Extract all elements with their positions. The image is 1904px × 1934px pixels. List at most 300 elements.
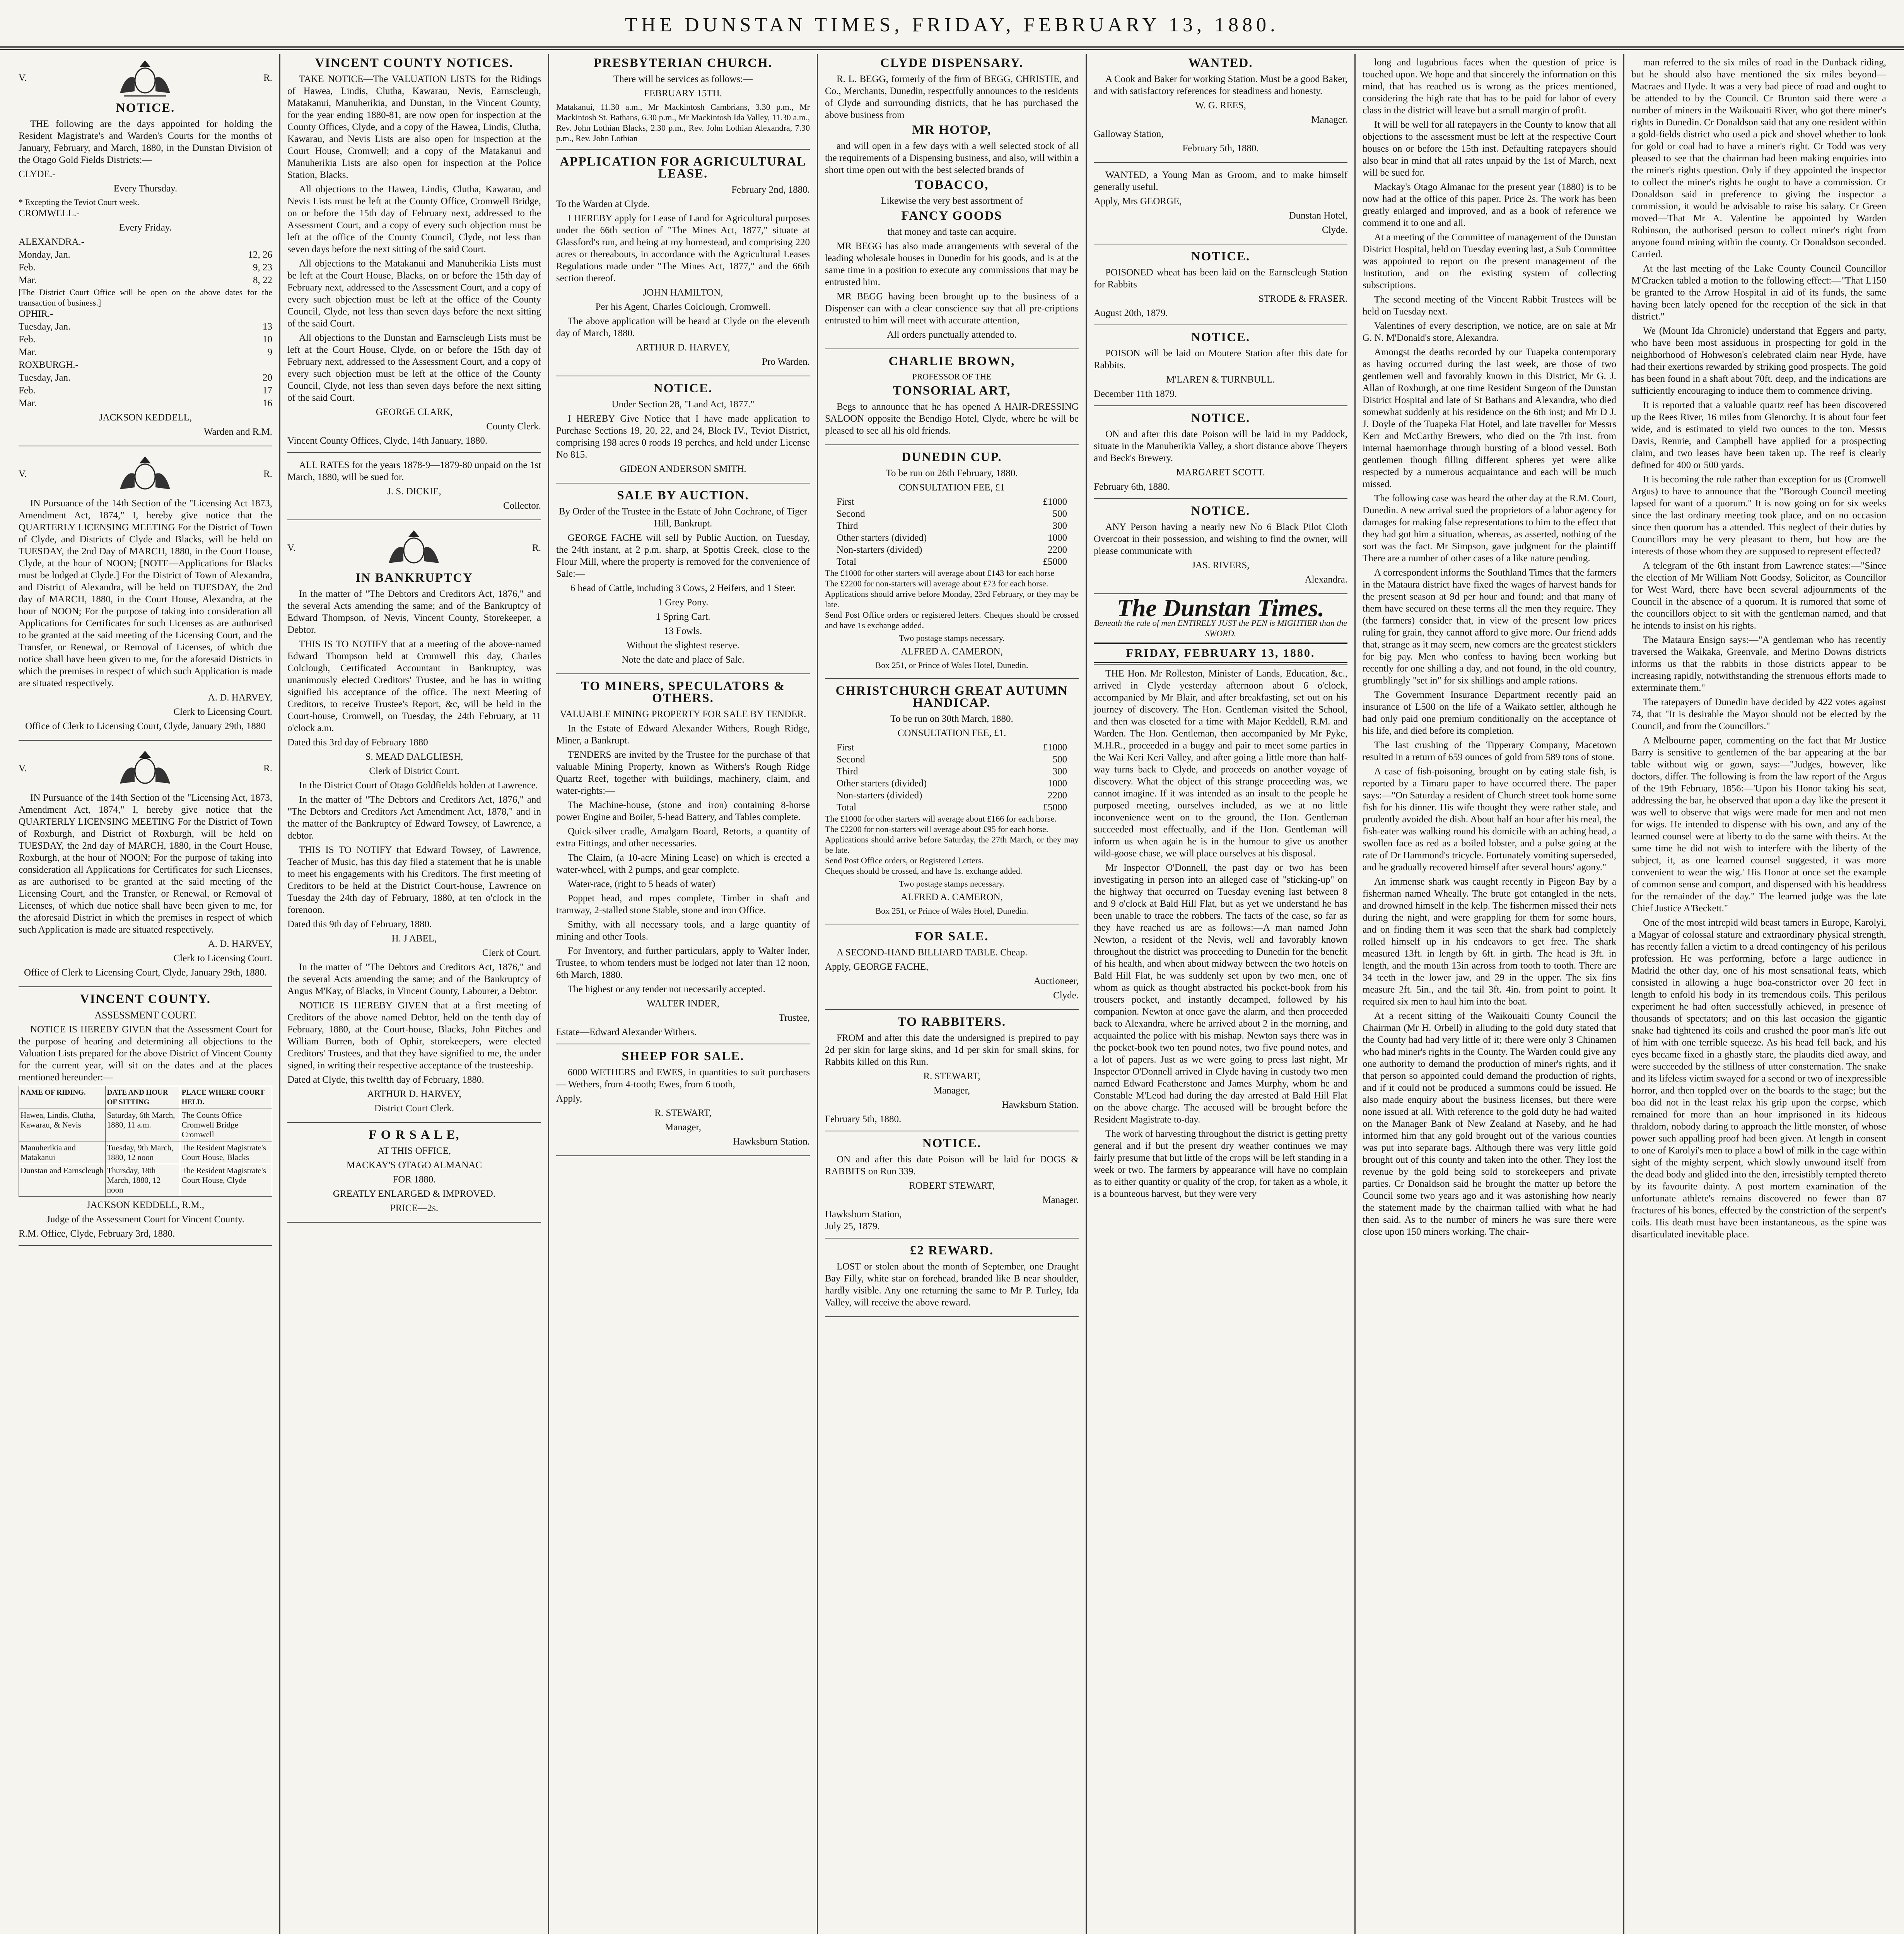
prize-row: Third 300 — [837, 766, 1067, 777]
royal-coat-of-arms-icon — [112, 56, 178, 99]
sale-by-auction — [556, 490, 810, 674]
article-paragraph: At a meeting of the Committee of management of the Dunstan District Hospital, held on Tuesday evening last, a Sub Committee was appointed to report on the present management of the Institution, and on the existing system of collecting subscriptions. — [1363, 232, 1616, 290]
notice-place: Vincent County Offices, Clyde, 14th January, 1880. — [287, 436, 488, 446]
prize-row: Third 300 — [837, 521, 1067, 531]
notice-body: I HEREBY Give Notice that I have made application to Purchase Sections 19, 20, 22, and 24, Block IV., Teviot District, comprising 198 acres 0 roods 19 perches, and held under License No 815. — [556, 413, 810, 460]
crest-left-letter: V. — [19, 763, 27, 774]
crest-row — [19, 56, 272, 99]
article-paragraph: A case of fish-poisoning, brought on by eating stale fish, is reported by a Timaru paper to have occurred there. The paper says:—"On Saturday a resident of Church street took home some fish for his dinner. His wife thought they were rather stale, and prudently avoided the dish. About half an hour after his meal, the fish-eater was walking round his domicile with an aching head, a swollen face as red as a boiled lobster, and a pulse going at the rate of Dr Hammond's tricycle. Fortunately vomiting superseded, and he gradually recovered himself after several hours' agony." — [1363, 766, 1616, 873]
signer-title: Manager, — [933, 1085, 970, 1096]
notice-intro: There will be services as follows:— — [613, 74, 753, 84]
table-cell: Saturday, 6th March, 1880, 11 a.m. — [105, 1109, 180, 1141]
table-cell: Dunstan and Earnscleugh — [19, 1164, 106, 1197]
court-date-row: Monday, Jan. 12, 26 — [19, 249, 272, 260]
signer-title: Clerk of District Court. — [369, 766, 459, 776]
signer: R. STEWART, — [654, 1108, 712, 1118]
prize-row: First £1000 — [837, 497, 1067, 507]
ophir-label: OPHIR.- — [19, 309, 53, 319]
notice-date: Dated at Clyde, this twelfth day of February, 1880. — [287, 1075, 484, 1085]
signer-title: District Court Clerk. — [374, 1103, 454, 1114]
article-paragraph: The ratepayers of Dunedin have decided by 422 votes against 74, that "It is desirable the Mayor should not be elected by the Council, and from the Councillors." — [1631, 697, 1886, 731]
agricultural-lease — [556, 156, 810, 376]
notice-paragraph: NOTICE IS HEREBY GIVEN that at a first meeting of Creditors of the above named Debtor, held on the tenth day of February, 1880, at the Court-house, Blacks, John Pitches and William Burren, both of Ophir, storekeepers, were elected Creditors' Trustees, and that they have signified to me, the under signed, in writing their respective acceptance of the trusteeship. — [287, 1000, 541, 1071]
notice-body: R. L. BEGG, formerly of the firm of BEGG, CHRISTIE, and Co., Merchants, Dunedin, respectfully announces to the residents of Clyde and surrounding districts, that he has purchased the above business from — [825, 74, 1079, 120]
notice-heading: IN BANKRUPTCY — [355, 571, 473, 585]
notice-body: ON and after this date Poison will be laid in my Paddock, situate in the Manuherikia Valley, a short distance above Theyers and Beck's Brewery. — [1094, 429, 1347, 463]
notice-place: Dunstan Hotel, — [1289, 210, 1347, 221]
table-cell: Tuesday, 9th March, 1880, 12 noon — [105, 1141, 180, 1164]
notice-name: MR HOTOP, — [912, 123, 992, 137]
notice-heading: VINCENT COUNTY NOTICES. — [315, 56, 514, 70]
table-row — [19, 1164, 272, 1197]
article-paragraph: We (Mount Ida Chronicle) understand that Eggers and party, who have been most assiduous in prospecting for gold in the neighborhood of Hohweson's celebrated claim near Hyde, have had their exertions rewarded by striking good prospects. The gold has been found in a shaft about 70ft. deep, and the indications are sufficiently encouraging to induce them to commence driving. — [1631, 326, 1886, 396]
court-date-row: Feb. 10 — [19, 334, 272, 345]
notice-place: Clyde. — [1322, 225, 1347, 235]
presbyterian-church — [556, 57, 810, 150]
notice-paragraph: MR BEGG has also made arrangements with several of the leading wholesale houses in Dunedin for his goods, and is at the same time in a position to execute any commissions that may be entrusted him. — [825, 241, 1079, 287]
signer: S. MEAD DALGLIESH, — [365, 752, 463, 762]
list-item: 1 Grey Pony. — [657, 597, 709, 608]
notice-body: NOTICE IS HEREBY GIVEN that the Assessment Court for the purpose of hearing and determining all objections to the Valuation Lists prepared for the above District of Vincent County for the current year, will sit on the dates and at the places mentioned hereunder:— — [19, 1024, 272, 1083]
notice-body: A Cook and Baker for working Station. Must be a good Baker, and with satisfactory references for steadiness and honesty. — [1094, 74, 1347, 96]
column-3 — [549, 54, 818, 1934]
court-date-row: Feb. 17 — [19, 385, 272, 396]
article-paragraph: man referred to the six miles of road in the Dunback riding, but he should also have mentioned the six miles beyond—Macraes and Hyde. It was a very bad piece of road and ought to be attended to by the Council. Cr Brunton said there were a number of miners in the Waikouaiti River, who got there miner's rights in Dunedin. Cr Donaldson said that any one resident within a gold-fields district who used a pick and shovel whether to look for gold or coal had to have a miner's right. Cr Todd was very pleased to see that the chairman had been making enquiries into the miner's rights question. Only if they appointed the inspector to collect the miner's rights he ought to have a commission. Cr Donaldson said in preference to giving the inspector a commission, it would be advisable to raise his salary. Cr Green moved—That Mr A. Valentine be appointed by Warden Robinson, the authorised person to collect miner's right from anyone found mining within the county. Cr Donaldson seconded. Carried. — [1631, 57, 1886, 260]
newspaper-motto: Beneath the rule of men ENTIRELY JUST the PEN is MIGHTIER than the SWORD. — [1094, 618, 1347, 638]
table-cell: Thursday, 18th March, 1880, 12 noon — [105, 1164, 180, 1197]
list-item: Poppet head, and ropes complete, Timber in shaft and tramway, 2-stalled stone Stable, stone and iron Office. — [556, 893, 810, 916]
column-4 — [818, 54, 1087, 1934]
notice-body: ALL RATES for the years 1878-9—1879-80 unpaid on the 1st March, 1880, will be sued for. — [287, 460, 541, 482]
notice-heading: NOTICE. — [653, 381, 713, 395]
notice-paragraph: The above application will be heard at Clyde on the eleventh day of March, 1880. — [556, 316, 810, 338]
notice-body: TENDERS are invited by the Trustee for the purchase of that valuable Mining Property, known as Withers's Rough Ridge Quartz Reef, together with buildings, machinery, claim, and water-rights:— — [556, 750, 810, 796]
notice-subheading: PROFESSOR OF THE — [912, 372, 992, 381]
notice-subheading: ASSESSMENT COURT. — [94, 1010, 196, 1021]
notice-heading: NOTICE. — [1191, 504, 1250, 518]
signer: ARTHUR D. HARVEY, — [636, 342, 730, 353]
notice-body: POISONED wheat has been laid on the Earnscleugh Station for Rabbits — [1094, 267, 1347, 290]
prize-row: Second 500 — [837, 754, 1067, 765]
notice-line: Applications should arrive before Saturday, the 27th March, or they may be late. — [825, 835, 1079, 855]
notice-subheading: CONSULTATION FEE, £1 — [898, 482, 1005, 493]
wanted-groom — [1094, 169, 1347, 244]
clyde-day: Every Thursday. — [113, 183, 178, 194]
court-dates-notice — [19, 56, 272, 446]
notice-paragraph: MR BEGG having been brought up to the business of a Dispenser can with a clear conscience say that all pre-criptions entrusted to him will meet with accurate attention, — [825, 291, 1079, 326]
moutere-poison-notice — [1094, 331, 1347, 406]
signer-title: Collector. — [503, 501, 541, 511]
notice-place: Office of Clerk to Licensing Court, Clyde, January 29th, 1880 — [25, 721, 266, 731]
notice-body: Begs to announce that he has opened A HAIR-DRESSING SALOON opposite the Bendigo Hotel, Clyde, where he will be pleased to see all his old friends. — [825, 401, 1079, 436]
notice-body: GEORGE FACHE will sell by Public Auction, on Tuesday, the 24th instant, at 2 p.m. sharp, at Spottis Creek, close to the Flour Mill, where the property is removed for the convenience of Sale:— — [556, 533, 810, 579]
court-date-row: Mar. 9 — [19, 347, 272, 357]
signer-title: Clerk to Licensing Court. — [173, 953, 272, 964]
cromwell-label: CROMWELL.- — [19, 208, 80, 219]
article-paragraph: At a recent sitting of the Waikouaiti County Council the Chairman (Mr H. Orbell) in alluding to the gold duty stated that the County had had very little of it; there were only 3 Chinamen who had miner's rights in the County. The Warden could give any one authority to demand the production of miner's rights, and if that person so appointed could demand the production of rights, and if it could not be produced a summons could be issued. He also made enquiry about the business licenses, but there were none issued at all. With reference to the gold duty he had waited on the Manager Bank of New Zealand at Naseby, and he had informed him that any gold brought out of the various counties was put into separate bags. Although there was very little gold brought out of this county and taken into the other. They lost the revenue by the gold being sold to storekeepers and private parties. Cr Donaldson said he brought the matter up before the Council some two years ago and it was astonishing how nearly the statement made by the chairman tallied with what he had then said. As to the number of miners he was sure there were close upon 150 miners working. The chair- — [1363, 1011, 1616, 1237]
signer: GIDEON ANDERSON SMITH. — [620, 464, 746, 474]
signer-title: Per his Agent, Charles Colclough, Cromwell. — [595, 302, 771, 312]
table-row — [19, 1141, 272, 1164]
notice-body: IN Pursuance of the 14th Section of the "Licensing Act 1873, Amendment Act, 1874," I, hereby give notice that the QUARTERLY LICENSING MEETING For the District of Town of Clyde, and Districts of Clyde and Blacks, will be held on TUESDAY, the 2nd Day of MARCH, 1880, in the Court House, Clyde, at the hour of NOON; [NOTE—Applications for Blacks must be lodged at Clyde.] For the District of Town of Alexandra, and District of Alexandra, will be held on TUESDAY, the 2nd day of MARCH, 1880, in the Court House, Alexandra, at the hour of NOON; For the purpose of taking into consideration all Applications for Certificates for such Licenses as are authorised to be granted at the said meeting of the Licensing Court, and the Transfer, or Renewal, or Removal of Licenses, of which due notice shall have been given to me, for the aforesaid Districts in which the premises in respect of which such Application is made are situated respectively. — [19, 498, 272, 689]
article-paragraph: It is becoming the rule rather than exception for us (Cromwell Argus) to have to announce that the "Borough Council meeting lapsed for want of a quorum." It is now going on for six weeks since the last ordinary meeting took place, and on no occasion since then quorum has a attended. This neglect of their duties by Councillors may be very pleasant to them, but how are the interests of those whom they are supposed to represent effected? — [1631, 474, 1886, 557]
signer: JACKSON KEDDELL, — [99, 412, 192, 423]
notice-line: To be run on 26th February, 1880. — [886, 468, 1018, 478]
notice-heading: CHRISTCHURCH GREAT AUTUMN HANDICAP. — [835, 684, 1068, 710]
notice-line: Applications should arrive before Monday, 23rd February, or they may be late. — [825, 589, 1079, 609]
notice-heading: NOTICE. — [1191, 249, 1250, 263]
prize-row: Non-starters (divided) 2200 — [837, 545, 1067, 555]
signer: MARGARET SCOTT. — [1176, 467, 1265, 478]
notice-date: Dated this 3rd day of February 1880 — [287, 737, 428, 748]
notice-body: ON and after this date Poison will be laid for DOGS & RABBITS on Run 339. — [825, 1154, 1079, 1177]
notice-heading: CHARLIE BROWN, — [888, 354, 1015, 368]
article-paragraph: The last crushing of the Tipperary Company, Macetown resulted in a return of 659 ounces of gold from 589 tons of stone. — [1363, 740, 1616, 762]
paddock-poison-notice — [1094, 412, 1347, 499]
bankruptcy-notices — [287, 526, 541, 1123]
table-cell: Hawea, Lindis, Clutha, Kawarau, & Nevis — [19, 1109, 106, 1141]
royal-coat-of-arms-icon — [381, 526, 447, 569]
article-paragraph: The following case was heard the other day at the R.M. Court, Dunedin. A new arrival sued the proprietors of a labor agency for damages for making false representations to him to the effect that they had got him a situation, whereas, as asserted, nothing of the sort was the fact. Mr Simpson, gave judgment for the plaintiff There are a number of other cases of a like nature pending. — [1363, 493, 1616, 564]
signer: H. J ABEL, — [391, 933, 437, 944]
notice-subheading: VALUABLE MINING PROPERTY FOR SALE BY TENDER. — [560, 709, 806, 719]
article-paragraph: Mackay's Otago Almanac for the present year (1880) is to be now had at the office of this paper. Price 2s. The work has been greatly enlarged and improved, and as a book of reference we commend it to one and all. — [1363, 182, 1616, 228]
notice-line: Without the slightest reserve. — [627, 640, 739, 651]
ad-price: PRICE—2s. — [390, 1203, 439, 1213]
notice-line: Cheques should be crossed, and have 1s. exchange added. — [825, 866, 1023, 876]
prize-total: Total £5000 — [837, 802, 1067, 813]
crest-row — [19, 747, 272, 789]
ad-line: FOR 1880. — [393, 1174, 436, 1185]
notice-heading: NOTICE. — [116, 101, 175, 115]
notice-heading: PRESBYTERIAN CHURCH. — [594, 56, 772, 70]
notice-line: The £1000 for other starters will average about £166 for each horse. — [825, 814, 1057, 823]
crest-right-letter: R. — [263, 72, 272, 83]
table-header-row — [19, 1086, 272, 1109]
notice-intro: THE following are the days appointed for holding the Resident Magistrate's and Warden's Courts for the months of January, February, and March, 1880, in the Dunstan Division of the Otago Gold Fields Districts:— — [19, 119, 272, 165]
notice-subheading: Under Section 28, "Land Act, 1877." — [611, 399, 755, 410]
signer-title: Warden and R.M. — [203, 427, 272, 437]
notice-place: Clyde. — [1053, 990, 1079, 1001]
prize-total: Total £5000 — [837, 557, 1067, 567]
signer: ARTHUR D. HARVEY, — [367, 1089, 461, 1099]
prize-row: Other starters (divided) 1000 — [837, 533, 1067, 543]
signer: GEORGE CLARK, — [376, 407, 453, 417]
notice-body: I HEREBY apply for Lease of Land for Agricultural purposes under the 66th section of "The Mines Act, 1877," situate at Glassford's run, and being at my homestead, and comprising 220 acres or thereabouts, in accordance with the Agricultural Leases Regulations made under "The Mines Act, 1877," and the 66th section thereof. — [556, 213, 810, 284]
assessment-court-notice — [19, 993, 272, 1246]
notice-line: Apply, Mrs GEORGE, — [1094, 196, 1182, 207]
signer: W. G. REES, — [1195, 100, 1246, 111]
almanac-for-sale — [287, 1129, 541, 1223]
notice-line: The £1000 for other starters will average about £143 for each horse — [825, 568, 1055, 578]
service-list: Matakanui, 11.30 a.m., Mr Mackintosh Cambrians, 3.30 p.m., Mr Mackintosh St. Bathans, 6.30 p.m., Mr Mackintosh Ida Valley, 11.30 a.m., Rev. John Lothian Blacks, 2.30 p.m., Rev. John Lothian Alexandra, 7.30 p.m., Rev. John Lothian — [556, 102, 810, 143]
notice-body: FROM and after this date the undersigned is prepired to pay 2d per skin for large skins, and 1d per skin for small skins, for Rabbits killed on this Run. — [825, 1033, 1079, 1067]
list-item: 6 head of Cattle, including 3 Cows, 2 Heifers, and 1 Steer. — [570, 583, 796, 593]
notice-body: 6000 WETHERS and EWES, in quantities to suit purchasers — Wethers, from 4-tooth; Ewes, from 6 tooth, — [556, 1067, 810, 1090]
notice-paragraph: For Inventory, and further particulars, apply to Walter Inder, Trustee, to whom tenders must be lodged not later than 12 noon, 6th March, 1880. — [556, 946, 810, 980]
signer-title: Auctioneer, — [1033, 976, 1079, 986]
signer-title: Manager, — [664, 1122, 702, 1133]
notice-line: To be run on 30th March, 1880. — [890, 714, 1013, 724]
notice-to: To the Warden at Clyde. — [556, 199, 650, 209]
newspaper-title: The Dunstan Times. — [1117, 594, 1325, 622]
vincent-county-notices — [287, 57, 541, 453]
notice-date: December 11th 1879. — [1094, 389, 1177, 399]
notice-subheading: TONSORIAL ART, — [893, 384, 1011, 398]
licensing-notice-roxburgh — [19, 747, 272, 987]
table-cell: The Resident Magistrate's Court House, Clyde — [180, 1164, 272, 1197]
notice-paragraph: All objections to the Hawea, Lindis, Clutha, Kawarau, and Nevis Lists must be left at the County Office, Cromwell Bridge, on or before the 15th day of February next, addressed to the Assessment Court, and a copy of every such objection must be left at the office of the County Council, Clyde, not less than seven days before the next sitting of the said Court. — [287, 184, 541, 255]
court-date-row: Mar. 8, 22 — [19, 275, 272, 285]
court-date-row: Feb. 9, 23 — [19, 262, 272, 273]
notice-line: Note the date and place of Sale. — [622, 654, 745, 665]
notice-body: A SECOND-HAND BILLIARD TABLE. Cheap. — [837, 947, 1028, 958]
editorial-section — [1094, 594, 1347, 1200]
table-cell: The Resident Magistrate's Court House, Blacks — [180, 1141, 272, 1164]
list-item: The Claim, (a 10-acre Mining Lease) on which is erected a water-wheel, with 2 pumps, and gear complete. — [556, 853, 810, 875]
editorial-dateline: FRIDAY, FEBRUARY 13, 1880. — [1126, 647, 1315, 659]
notice-heading: NOTICE. — [922, 1136, 982, 1150]
signer: ROBERT STEWART, — [909, 1181, 995, 1191]
notice-heading: WANTED. — [1188, 56, 1253, 70]
notice-place: Hawksburn Station. — [733, 1136, 810, 1147]
divider — [1094, 642, 1347, 644]
cromwell-day: Every Friday. — [119, 222, 172, 233]
signer-title: Box 251, or Prince of Wales Hotel, Dunedin. — [875, 660, 1028, 670]
column-2 — [280, 54, 549, 1934]
page-masthead: THE DUNSTAN TIMES, FRIDAY, FEBRUARY 13, 1880. — [0, 0, 1904, 50]
notice-paragraph: THIS IS TO NOTIFY that Edward Towsey, of Lawrence, Teacher of Music, has this day filed a statement that he is unable to meet his engagements with his Creditors. The first meeting of Creditors to be held at the District Court-house, Lawrence on Tuesday the 24th day of February, 1880, at ten o'clock in the forenoon. — [287, 845, 541, 915]
notice-date: August 20th, 1879. — [1094, 308, 1168, 318]
crest-left-letter: V. — [19, 72, 27, 83]
notice-line: Apply, — [556, 1093, 582, 1104]
notice-heading: DUNEDIN CUP. — [902, 450, 1002, 464]
notice-heading: NOTICE. — [1191, 411, 1250, 425]
signer: JOHN HAMILTON, — [643, 287, 723, 298]
notice-body: IN Pursuance of the 14th Section of the "Licensing Act, 1873, Amendment Act, 1874," I, hereby give notice that the QUARTERLY LICENSING MEETING For the District of Town of Roxburgh, and District of Roxburgh, will be held on TUESDAY, the 2nd day of MARCH, 1880, in the Court House, Roxburgh, at the hour of NOON; For the purpose of taking into consideration all Applications for Certificates for such Licenses, as are authorised to be granted at the said meeting of the Licensing Court, and the Transfer, or Renewal, or Removal of Licenses, of which due notice shall have been given to me, for the aforesaid District in which the premises in respect of which such Application is made are situated respectively. — [19, 793, 272, 935]
notice-line: The £2200 for non-starters will average about £73 for each horse. — [825, 579, 1048, 588]
notice-line: Send Post Office orders, or Registered Letters. — [825, 856, 984, 865]
notice-date: February 2nd, 1880. — [731, 185, 810, 195]
notice-heading: FOR SALE. — [915, 929, 989, 943]
roxburgh-label: ROXBURGH.- — [19, 360, 79, 370]
land-act-notice — [556, 383, 810, 483]
article-paragraph: It will be well for all ratepayers in the County to know that all objections to the assessment must be left at the respective Court houses on or before the 15th inst. Defaulting ratepayers should also bear in mind that all rates unpaid by the 1st of March, next will be sued for. — [1363, 120, 1616, 178]
signer-title: Judge of the Assessment Court for Vincent County. — [46, 1214, 244, 1225]
signer: M'LAREN & TURNBULL. — [1166, 374, 1275, 385]
licensing-notice-clyde — [19, 453, 272, 741]
rates-notice — [287, 459, 541, 520]
article-paragraph: The Mataura Ensign says:—"A gentleman who has recently traversed the Waikaka, Greenvale, and Merino Downs districts informs us that the rabbits in those districts appear to be increasing rapidly, notwithstanding the strenuous efforts made to exterminate them." — [1631, 635, 1886, 693]
signer-title: County Clerk. — [486, 421, 541, 432]
signer-title: Pro Warden. — [762, 357, 810, 367]
sheep-for-sale — [556, 1051, 810, 1156]
article-paragraph: The work of harvesting throughout the district is getting pretty general and if but the present dry weather continues we may fairly presume that but little of the crops will be left standing in a week or two. The farmers by appearance will have no complain as to either quantity or quality of the crop, for taken as a whole, it is a bounteous harvest, but they were very — [1094, 1129, 1347, 1199]
ad-line: AT THIS OFFICE, — [377, 1146, 451, 1156]
crest-row — [287, 526, 541, 569]
signer-title: Clerk to Licensing Court. — [173, 707, 272, 717]
notice-place: Galloway Station, — [1094, 129, 1164, 139]
column-1 — [12, 54, 280, 1934]
signer: WALTER INDER, — [647, 998, 719, 1009]
article-paragraph: A correspondent informs the Southland Times that the farmers in the Mataura district have fixed the wages of harvest hands for the present season at 9d per hour and found; and that many of them have secured on these terms all the men they require. They (the farmers) consider that, in view of the present low prices ruling for grain, they cannot afford to give more. Our friend adds that, strange as it may seem, new comers are the greatest sticklers for big pay. Men who confess to having been working but recently for one shilling a day, and not found, in the old country, grumblingly "set in" for six shillings and ample rations. — [1363, 567, 1617, 686]
notice-heading: TO MINERS, SPECULATORS & OTHERS. — [581, 679, 786, 705]
rabbiters-notice — [825, 1016, 1079, 1131]
prize-row: First £1000 — [837, 742, 1067, 753]
poison-notice-dogs — [825, 1138, 1079, 1239]
crest-right-letter: R. — [532, 542, 541, 553]
notice-body: LOST or stolen about the month of September, one Draught Bay Filly, white star on forehead, branded like B near shoulder, hardly visible. Any one returning the same to Mr P. Turley, Ida Valley, will receive the above reward. — [825, 1261, 1079, 1308]
alexandra-label: ALEXANDRA.- — [19, 237, 85, 247]
bankruptcy-matter: In the matter of "The Debtors and Creditors Act, 1876," and the several Acts amending the same; and of the Bankruptcy of Edward Thompson, of Nevis, Vincent County, Storekeeper, a Debtor. — [287, 589, 541, 635]
signer: A. D. HARVEY, — [208, 939, 272, 949]
court-date-row: Tuesday, Jan. 20 — [19, 372, 272, 383]
ad-line: that money and taste can acquire. — [887, 227, 1016, 237]
signer: JACKSON KEDDELL, R.M., — [86, 1200, 205, 1210]
article-paragraph: The Government Insurance Department recently paid an insurance of L500 on the life of a Waikato settler, although he had only paid one premium conditionally on the acceptance of his life, and died before its completion. — [1363, 690, 1616, 736]
notice-heading: NOTICE. — [1191, 330, 1250, 344]
bankruptcy-matter: In the matter of "The Debtors and Creditors Act, 1876," and the several Acts amending the same; and of the Bankruptcy of Angus M'Kay, of Blacks, in Vincent County, Labourer, a Debtor. — [287, 962, 541, 996]
royal-coat-of-arms-icon — [112, 453, 178, 495]
signer: J. S. DICKIE, — [387, 486, 441, 497]
crest-right-letter: R. — [263, 763, 272, 774]
article-paragraph: Mr Inspector O'Donnell, the past day or two has been investigating in person into an alleged case of "sticking-up" on the highway that occurred on Tuesday evening last between 8 and 9 o'clock at Bald Hill Flat, but as yet we understand he has been unable to trace the robbers. The facts of the case, so far as they have reached us are as follows:—A man named John Newton, a resident of the Nevis, well and favorably known throughout the district was proceeding to Dunedin for the benefit of his health, and when about midway between the two hotels on Bald Hill Flat, he was suddenly set upon by two men, one of whom as quick as thought abstracted his pocket-book from his trousers pocket, and instantly decamped, followed by his companion. Newton at once gave the alarm, and then proceeded back to Alexandra, where he arrived about 2 in the morning, and acquainted the police with his mishap. Newton says there was in the pocket-book two ten pound notes, two five pound notes, and a lot of papers. Just as we were going to press last night, Mr Inspector O'Donnell arrived in Clyde having in custody two men named Edward Featherstone and James Murphy, whom he and Constable M'Leod had during the day arrested at Bald Hill Flat on the above charge. The accused will be brought before the Resident Magistrate to-day. — [1094, 863, 1347, 1125]
notice-heading: CLYDE DISPENSARY. — [880, 56, 1023, 70]
notice-paragraph: All objections to the Matakanui and Manuherikia Lists must be left at the Court House, Blacks, on or before the 15th day of February next, addressed to the Assessment Court, and a copy of every such objection must be left at the office of the County Council, Clyde, not less than seven days before the next sitting of the said Court. — [287, 258, 541, 329]
notice-place: Office of Clerk to Licensing Court, Clyde, January 29th, 1880. — [24, 967, 267, 978]
notice-heading: SHEEP FOR SALE. — [622, 1049, 745, 1063]
notice-date: July 25, 1879. — [825, 1221, 880, 1232]
christchurch-handicap — [825, 685, 1079, 924]
article-paragraph: A Melbourne paper, commenting on the fact that Mr Justice Barry is sensitive to gentlemen of the bar appearing at the bar table without wig or gown, says:—"Judges, however, like doctors, differ. The following is from the law report of the Argus of the 19th February, 1856:—'Upon his Honor taking his seat, addressing the bar, he observed that upon a day like the present it was well to observe that wigs were made for men and not men for wigs. He intended to dispense with his own, and any of the learned counsel were at liberty to do the same with theirs. At the same time he did not wish to interfere with the liberty of the subject, it, as one learned counsel suggested, it was more convenient to wear the wig.' His Honor at once set the example of common sense and comport, and dispensed with his headdress for the remainder of the day." The learned judge was the late Chief Justice A'Beckett." — [1631, 735, 1886, 914]
prize-row: Other starters (divided) 1000 — [837, 778, 1067, 789]
ad-line: TOBACCO, — [915, 178, 989, 192]
poisoned-wheat-notice — [1094, 251, 1347, 325]
ad-line: MACKAY'S OTAGO ALMANAC — [346, 1160, 482, 1170]
charlie-brown-ad — [825, 355, 1079, 445]
ad-line: GREATLY ENLARGED & IMPROVED. — [333, 1189, 496, 1199]
assessment-table — [19, 1086, 272, 1197]
notice-heading: TO RABBITERS. — [897, 1015, 1006, 1029]
signer-title: Box 251, or Prince of Wales Hotel, Dunedin. — [875, 906, 1028, 916]
signer: ALFRED A. CAMERON, — [901, 646, 1003, 657]
article-paragraph: A telegram of the 6th instant from Lawrence states:—"Since the election of Mr William Nott Goodsy, Solicitor, as Councillor for West Ward, there have been several adjournments of the Council in the absence of a quorum. It is rumored that some of the councillors object to sit with the gentleman named, and that he intends to insist on his rights. — [1631, 560, 1886, 631]
article-paragraph: Valentines of every description, we notice, are on sale at Mr G. N. M'Donald's store, Alexandra. — [1363, 321, 1616, 343]
prize-row: Non-starters (divided) 2200 — [837, 790, 1067, 801]
notice-estate: Estate—Edward Alexander Withers. — [556, 1027, 697, 1037]
article-paragraph: It is reported that a valuable quartz reef has been discovered up the Rees River, 16 miles from Glenorchy. It is about four feet wide, and is estimated to yield two ounces to the ton. Messrs Davis, Rennie, and Campbell have applied for a prospecting claim, and two leases have been taken up. The reef is clearly defined for 400 or 500 yards. — [1631, 400, 1886, 470]
divider — [1094, 662, 1347, 665]
notice-body: ANY Person having a nearly new No 6 Black Pilot Cloth Overcoat in their possession, and wishing to find the owner, will please communicate with — [1094, 522, 1347, 556]
bankruptcy-matter: In the matter of "The Debtors and Creditors Act, 1876," and "The Debtors and Creditors Act Amendment Act, 1878," and in the matter of the Bankruptcy of Edward Towsey, of Lawrence, a debtor. — [287, 794, 541, 841]
clyde-dispensary — [825, 57, 1079, 349]
list-item: Water-race, (right to 5 heads of water) — [568, 879, 715, 889]
column-7 — [1624, 54, 1893, 1934]
lost-coat-notice — [1094, 505, 1347, 594]
column-6 — [1356, 54, 1624, 1934]
notice-paragraph: THIS IS TO NOTIFY that at a meeting of the above-named Edward Thompson held at Cromwell this day, Charles Colclough, Certificated Accountant in Bankruptcy, was unanimously elected Creditors' Trustee, and he has in writing signified his acceptance of the office. The next Meeting of Creditors, to receive Trustee's Report, &c, will be held in the Court-house, Cromwell, on Tuesday, the 24th February, at 11 o'clock a.m. — [287, 639, 541, 733]
notice-date: February 6th, 1880. — [1094, 482, 1170, 492]
court-date-row: Tuesday, Jan. 13 — [19, 321, 272, 332]
notice-date: February 5th, 1880. — [825, 1114, 902, 1124]
notice-body: WANTED, a Young Man as Groom, and to make himself generally useful. — [1094, 170, 1347, 192]
notice-place: Alexandra. — [1305, 574, 1347, 585]
signer: STRODE & FRASER. — [1259, 294, 1347, 304]
notice-paragraph: TAKE NOTICE—The VALUATION LISTS for the Ridings of Hawea, Lindis, Clutha, Kawarau, Nevis, Earnscleugh, Matakanui, Manuherikia, and Dunstan, in the Vincent County, for the year ending 1880-81, are now open for inspection at the County Offices, Clyde, and a copy of the Hawea, Lindis, Clutha, Kawarau, and Nevis Lists are also open for inspection at the Court House, Cromwell; and a copy of the Matakanui and Manuherikia Lists are also open for inspection at the Police Station, Blacks. — [287, 74, 541, 180]
notice-line: Apply, GEORGE FACHE, — [825, 962, 929, 972]
list-item: 13 Fowls. — [664, 626, 702, 636]
signer: ALFRED A. CAMERON, — [901, 892, 1003, 902]
notice-heading: SALE BY AUCTION. — [617, 489, 749, 502]
signer-title: Manager. — [1311, 114, 1347, 125]
table-row — [19, 1109, 272, 1141]
notice-paragraph: and will open in a few days with a well selected stock of all the requirements of a Dispensing business, and also, will within a short time open out with the best selected brands of — [825, 141, 1079, 175]
notice-paragraph: All objections to the Dunstan and Earnscleugh Lists must be left at the Court House, Clyde, on or before the 15th day of February next, addressed to the Assessment Court, and a copy of every such objection must be left at the office of the County Council, Clyde, not less than seven days before the next sitting of the said Court. — [287, 333, 541, 403]
article-paragraph: The second meeting of the Vincent Rabbit Trustees will be held on Tuesday next. — [1363, 294, 1616, 317]
blacks-note: [The District Court Office will be open on the above dates for the transaction of business.] — [19, 287, 272, 308]
article-paragraph: An immense shark was caught recently in Pigeon Bay by a fisherman named Wheally. The brute got entangled in the nets, and drowned himself in the kelp. The fishermen missed their nets during the night, and were grappling for them for some hours, and on finding them it was seen that the shark had completely rolled himself up in his endeavors to get free. The shark measured 13ft. in length by 6ft. in girth. The head is 3ft. in length, and the mouth 13in across from tooth to tooth. There are 34 teeth in the lower jaw, and 29 in the upper. The six fins measure 2ft. 5in., and the tail 3ft. 4in. from point to point. It required six men to haul him into the boat. — [1363, 876, 1616, 1007]
signer: R. STEWART, — [923, 1071, 980, 1081]
table-cell: Manuherikia and Matakanui — [19, 1141, 106, 1164]
notice-place: Hawksburn Station, — [825, 1209, 902, 1220]
notice-line: Two postage stamps necessary. — [899, 879, 1005, 888]
bankruptcy-court: In the District Court of Otago Goldfields holden at Lawrence. — [299, 780, 538, 791]
notice-intro: In the Estate of Edward Alexander Withers, Rough Ridge, Miner, a Bankrupt. — [556, 723, 810, 746]
crest-row — [19, 453, 272, 495]
article-paragraph: Amongst the deaths recorded by our Tuapeka contemporary as having occurred during the last week, are those of two gentlemen well and favorably known in this District, Mr G. J. Allan of Roxburgh, at one time Resident Surgeon of the Dunstan District Hospital and late of St Bathans and Alexandra, who died somewhat suddenly at his residence on the 6th inst; and Mr D J. J. Doyle of the Tuapeka Flat Hotel, and late traveller for Messrs Kerr and McCarthy Brewers, who died on the 7th inst. from internal haemorrhage through bursting of a blood vessel. Both gentlemen though filling different spheres yet were alike respected by a numerous acquaintance and each will be much missed. — [1363, 347, 1616, 489]
dunedin-cup — [825, 451, 1079, 679]
column-5 — [1087, 54, 1356, 1934]
wanted-cook — [1094, 57, 1347, 163]
royal-coat-of-arms-icon — [112, 747, 178, 789]
notice-line: All orders punctually attended to. — [887, 330, 1017, 340]
reward-notice — [825, 1245, 1079, 1317]
notice-intro: By Order of the Trustee in the Estate of John Cochrane, of Tiger Hill, Bankrupt. — [558, 506, 808, 529]
signer: A. D. HARVEY, — [208, 692, 272, 703]
list-item: Quick-silver cradle, Amalgam Board, Retorts, a quantity of extra Fittings, and other necessaries. — [556, 826, 810, 849]
notice-place: Hawksburn Station. — [1002, 1100, 1079, 1110]
notice-date: Dated this 9th day of February, 1880. — [287, 919, 432, 929]
column-header: NAME OF RIDING. — [19, 1086, 106, 1109]
list-item: Smithy, with all necessary tools, and a large quantity of mining and other Tools. — [556, 919, 810, 942]
notice-line: The £2200 for non-starters will average about £95 for each horse. — [825, 824, 1048, 834]
court-date-row: Mar. 16 — [19, 398, 272, 408]
notice-date: FEBRUARY 15TH. — [644, 88, 722, 99]
signer: JAS. RIVERS, — [1192, 560, 1250, 571]
prize-row: Second 500 — [837, 509, 1067, 519]
crest-right-letter: R. — [263, 468, 272, 479]
signer-title: Trustee, — [779, 1013, 810, 1023]
notice-subheading: CONSULTATION FEE, £1. — [897, 728, 1006, 738]
columns — [12, 54, 1893, 1934]
article-paragraph: long and lugubrious faces when the question of price is touched upon. We hope and that sincerely the information on this mind, that has reached us is wrong as the prices mentioned, considering the high rate that has to be paid for labor of every class in the district will leave but a small margin of profit. — [1363, 57, 1616, 116]
notice-heading: £2 REWARD. — [910, 1244, 994, 1257]
article-paragraph: At the last meeting of the Lake County Council Councillor M'Cracken tabled a motion to the following effect:—"That L150 be granted to the Arrow Hospital in aid of its funds, the same having been lately opened for the reception of the sick in that district." — [1631, 263, 1886, 322]
ad-line: FANCY GOODS — [901, 209, 1002, 223]
article-paragraph: One of the most intrepid wild beast tamers in Europe, Karolyi, a Magyar of colossal stature and extraordinary physical strength, has recently fallen a victim to a dread contingency of his perilous profession. He was performing, before a large audience in Madrid the other day, one of his most sensational feats, which consisted in allowing a huge boa-constrictor over 20 feet in length to enfold his body in its tremendous coils. This perilous experiment he had often successfully achieved, in presence of thousands of spectators; and on this last occasion the gigantic snake had tightened its coils and crushed the poor man's life out of him with one terrible squeeze. As his head fell back, and his eyes became fixed in a ghastly stare, the plaudits died away, and were succeeded by the stillness of utter consternation. The snake and its lifeless victim swayed for a second or two of inexpressible horror, and then toppled over on the boards to the stage; but the boa did not in the least relax his grip upon the corpse, which remained for more than an hour imprisoned in its hideous thraldom, nobody daring to approach the little monster, of whose power such appalling proof had been given. At length in consent to one of Karolyi's men to place a bowl of milk in the cage within sight of the mighty serpent, which slowly unwound itself from the dead body and glided into the den, irresistibly tempted thereto by its favourite dainty. A post mortem examination of the unfortunate athlete's remains discovered no fewer than 87 fractures of his bones, effected by the constriction of the serpent's coils. His death must have been instantaneous, as the spine was disarticulated inevitable place. — [1631, 917, 1886, 1240]
table-cell: The Counts Office Cromwell Bridge Cromwell — [180, 1109, 272, 1141]
notice-line: Send Post Office orders or registered letters. Cheques should be crossed and have 1s exchange added. — [825, 610, 1079, 630]
list-item: The Machine-house, (stone and iron) containing 8-horse power Engine and Boiler, 5-head Battery, and Tables complete. — [556, 800, 810, 822]
clyde-note: * Excepting the Teviot Court week. — [19, 197, 140, 207]
signer-title: Manager. — [1042, 1195, 1079, 1205]
notice-paragraph: The highest or any tender not necessarily accepted. — [568, 984, 765, 994]
article-paragraph: THE Hon. Mr Rolleston, Minister of Lands, Education, &c., arrived in Clyde yesterday afternoon about 6 o'clock, accompanied by Mr Blair, and after breakfasting, set out on his journey of discovery. The Hon. Gentleman visited the School, and then was closeted for a time with Major Keddell, R.M. and Warden. The Hon. Gentleman, then accompanied by Mr Pyke, M.H.R., proceeded in a buggy and pair to meet some parties in the Wai Keri Keri Valley, and after going a little more than half-way turns back to Clyde, and proceeds on another voyage of discovery. What the object of this strange proceeding was, we cannot imagine. If it was intended as an insult to the people he purposed meeting, ourselves included, as we at no little inconvenience went on to the ground, the Hon. Gentleman succeeded most effectually, and if the Hon. Gentleman will inform us when again he is in the humour to give us another wild-goose chase, we will place ourselves at his disposal. — [1094, 668, 1347, 859]
list-item: 1 Spring Cart. — [656, 612, 710, 622]
notice-body: POISON will be laid on Moutere Station after this date for Rabbits. — [1094, 348, 1347, 371]
crest-left-letter: V. — [19, 468, 27, 479]
signer-title: Clerk of Court. — [482, 948, 541, 958]
